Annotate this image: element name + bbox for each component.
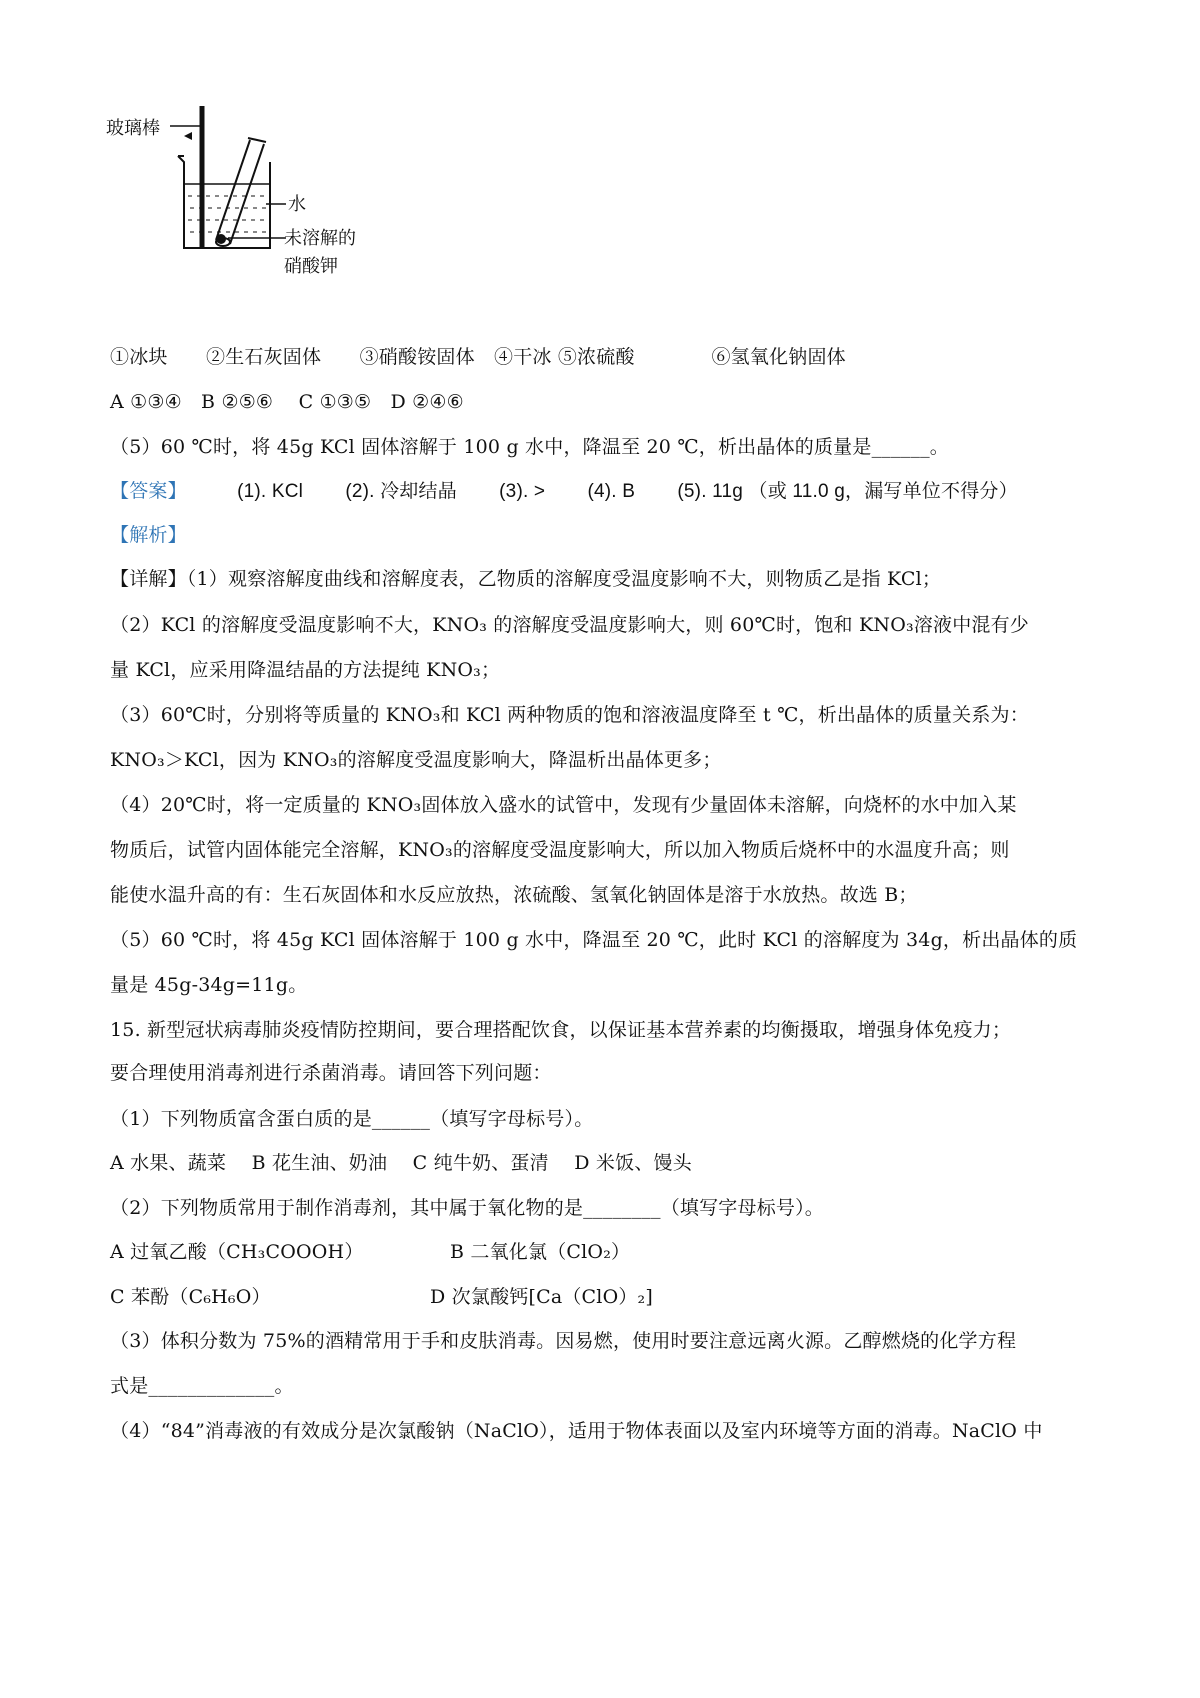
q15-part3-1: （3）体积分数为 75%的酒精常用于手和皮肤消毒。因易燃，使用时要注意远离火源。乙醇燃烧的化学方程 (110, 1330, 1017, 1352)
answer-tag: 【答案】 (110, 480, 187, 502)
q15-part4: （4）“84”消毒液的有效成分是次氯酸钠（NaClO），适用于物体表面以及室内环境等方面的消毒。NaClO 中 (110, 1420, 1043, 1442)
answer-row (110, 476, 1054, 503)
q15-part2: （2）下列物质常用于制作消毒剂，其中属于氧化物的是________（填写字母标号）。 (110, 1197, 824, 1219)
label-undissolved-1: 未溶解的 (284, 228, 356, 249)
q15-part2-choice-c: C 苯酚（C₆H₆O） (110, 1286, 271, 1308)
answer-3: (3). > (499, 481, 546, 502)
q15-stem-1: 15. 新型冠状病毒肺炎疫情防控期间，要合理搭配饮食，以保证基本营养素的均衡摄取，增强身体免疫力； (110, 1019, 1012, 1041)
detail-line-10: 量是 45g-34g=11g。 (110, 974, 308, 996)
detail-line-4: （3）60℃时，分别将等质量的 KNO₃和 KCl 两种物质的饱和溶液温度降至 t ℃，析出晶体的质量关系为： (110, 704, 1029, 726)
detail-line-6: （4）20℃时，将一定质量的 KNO₃固体放入盛水的试管中，发现有少量固体未溶解，向烧杯的水中加入某 (110, 794, 1017, 816)
undissolved-solid (216, 234, 226, 244)
q15-part2-choice-b: B 二氧化氯（ClO₂） (450, 1241, 631, 1263)
answer-4: (4). B (587, 481, 636, 502)
test-tube (216, 138, 266, 246)
q15-part1-choices: A 水果、蔬菜 B 花生油、奶油 C 纯牛奶、蛋清 D 米饭、馒头 (110, 1152, 692, 1174)
beaker-figure (100, 100, 380, 300)
detail-line-2: （2）KCl 的溶解度受温度影响不大，KNO₃ 的溶解度受温度影响大，则 60℃时，饱和 KNO₃溶液中混有少 (110, 614, 1030, 636)
q15-part1: （1）下列物质富含蛋白质的是______（填写字母标号）。 (110, 1108, 594, 1130)
answer-5: (5). 11g （或 11.0 g，漏写单位不得分） (677, 481, 1018, 502)
q14-part5: （5）60 ℃时，将 45g KCl 固体溶解于 100 g 水中，降温至 20 ℃，析出晶体的质量是______。 (110, 436, 949, 458)
detail-line-5: KNO₃＞KCl，因为 KNO₃的溶解度受温度影响大，降温析出晶体更多； (110, 749, 722, 771)
answer-1: (1). KCl (237, 481, 304, 502)
detail-line-1: 【详解】（1）观察溶解度曲线和溶解度表，乙物质的溶解度受温度影响不大，则物质乙是指 KCl； (110, 568, 942, 590)
q15-part3-2: 式是_____________。 (110, 1375, 294, 1397)
label-glass-rod: 玻璃棒 (106, 118, 160, 139)
detail-line-9: （5）60 ℃时，将 45g KCl 固体溶解于 100 g 水中，降温至 20 ℃，此时 KCl 的溶解度为 34g，析出晶体的质 (110, 929, 1078, 951)
q15-stem-2: 要合理使用消毒剂进行杀菌消毒。请回答下列问题： (110, 1062, 552, 1084)
q14-items: ①冰块 ②生石灰固体 ③硝酸铵固体 ④干冰 ⑤浓硫酸 ⑥氢氧化钠固体 (110, 346, 846, 368)
detail-line-8: 能使水温升高的有：生石灰固体和水反应放热，浓硫酸、氢氧化钠固体是溶于水放热。故选 B； (110, 884, 918, 906)
analysis-tag: 【解析】 (110, 524, 187, 546)
detail-line-3: 量 KCl，应采用降温结晶的方法提纯 KNO₃； (110, 659, 501, 681)
q15-part2-choice-d: D 次氯酸钙[Ca（ClO）₂] (430, 1286, 653, 1308)
label-undissolved-2: 硝酸钾 (284, 256, 338, 277)
label-water: 水 (288, 194, 306, 215)
answer-2: (2). 冷却结晶 (345, 481, 457, 502)
detail-line-7: 物质后，试管内固体能完全溶解，KNO₃的溶解度受温度影响大，所以加入物质后烧杯中的水温度升高；则 (110, 839, 1010, 861)
q15-part2-choice-a: A 过氧乙酸（CH₃COOOH） (110, 1241, 364, 1263)
q14-choices: A ①③④ B ②⑤⑥ C ①③⑤ D ②④⑥ (110, 391, 464, 413)
